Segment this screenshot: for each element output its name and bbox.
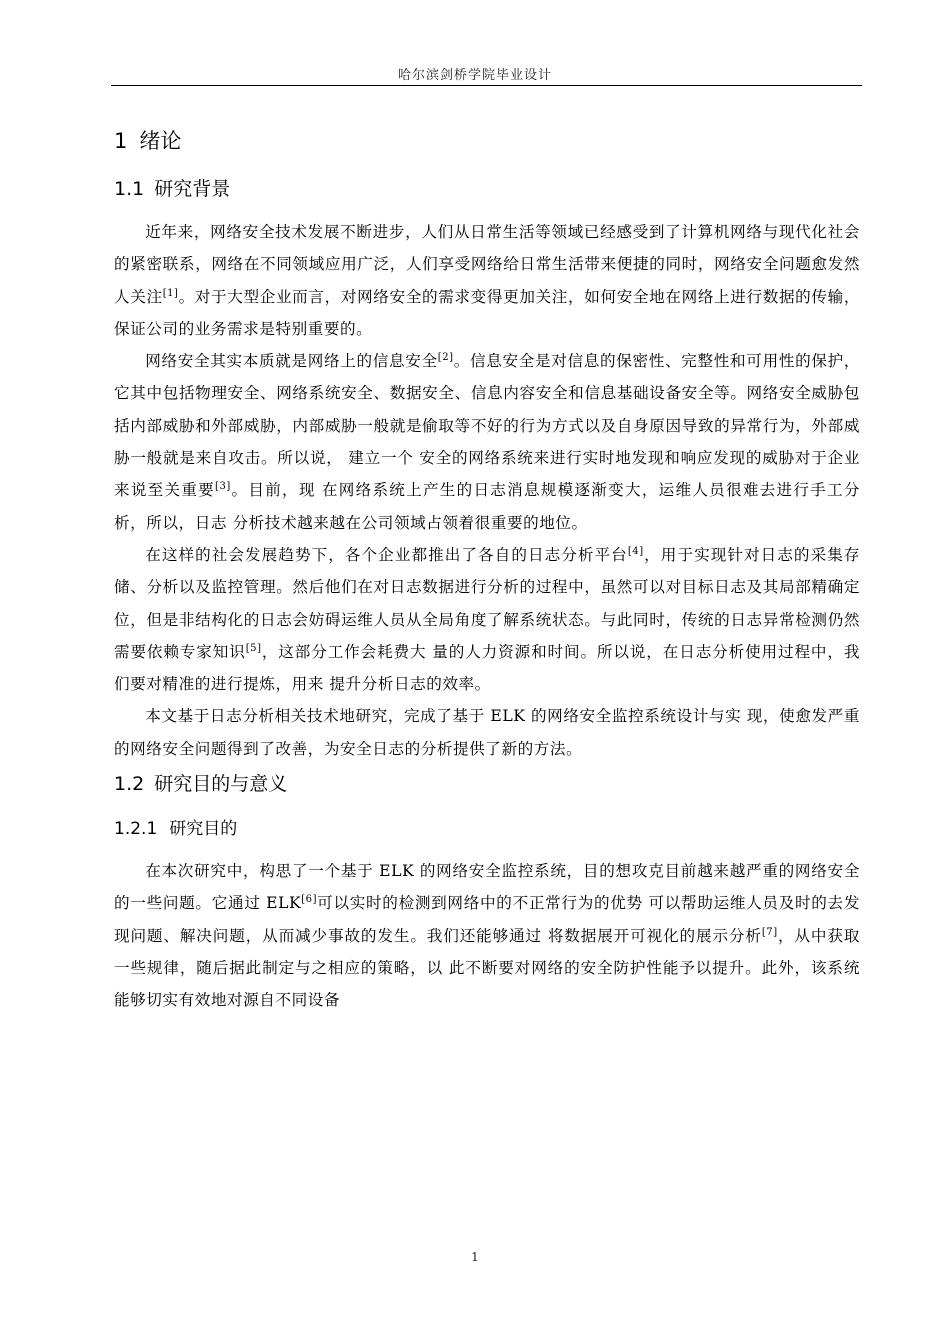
paragraph: 在本次研究中，构思了一个基于 ELK 的网络安全监控系统，目的想攻克目前越来越严重的网络安全的一些问题。它通过 ELK[6]可以实时的检测到网络中的不正常行为的优势 可以帮助运维人员及时的去发现问题、解决问题，从而减少事故的发生。我们还能够通过 将数据展开可视化的展示分析[7]，从中获取一些规律，随后据此制定与之相应的策略，以 此不断要对网络的安全防护性能予以提升。此外，该系统能够切实有效地对源自不同设备 — [114, 862, 860, 1010]
section-title: 研究目的与意义 — [154, 773, 288, 796]
citation-ref: [5] — [245, 642, 262, 654]
paragraph: 近年来，网络安全技术发展不断进步，人们从日常生活等领域已经感受到了计算机网络与现代化社会的紧密联系，网络在不同领域应用广泛，人们享受网络给日常生活带来便捷的同时，网络安全问题愈发然人关注[1]。对于大型企业而言，对网络安全的需求变得更加关注，如何安全地在网络上进行数据的传输，保证公司的业务需求是特别重要的。 — [114, 223, 860, 338]
page-content — [114, 120, 860, 1017]
chapter-heading — [114, 120, 860, 162]
subsection-heading-1-2-1 — [114, 811, 860, 847]
citation-ref: [4] — [627, 545, 644, 557]
section-heading-1-2 — [114, 765, 860, 803]
citation-ref: [6] — [301, 894, 318, 906]
paragraph: 在这样的社会发展趋势下，各个企业都推出了各自的日志分析平台[4]，用于实现针对日志的采集存储、分析以及监控管理。然后他们在对日志数据进行分析的过程中，虽然可以对目标日志及其局部精确定位，但是非结构化的日志会妨碍运维人员从全局角度了解系统状态。与此同时，传统的日志异常检测仍然需要依赖专家知识[5]，这部分工作会耗费大 量的人力资源和时间。所以说，在日志分析使用过程中，我们要对精准的进行提炼，用来 提升分析日志的效率。 — [114, 545, 861, 694]
section-number: 1.2 — [114, 773, 145, 796]
section-number: 1.1 — [114, 178, 145, 200]
subsection-title: 研究目的 — [169, 819, 238, 840]
citation-ref: [2] — [437, 352, 454, 364]
section-title: 研究背景 — [154, 178, 231, 200]
citation-ref: [1] — [162, 287, 179, 299]
header-divider — [111, 85, 862, 86]
section-heading-1-1 — [114, 170, 860, 208]
chapter-title: 绪论 — [139, 129, 182, 153]
page-header: 哈尔滨剑桥学院毕业设计 — [397, 68, 552, 83]
paragraph: 本文基于日志分析相关技术地研究，完成了基于 ELK 的网络安全监控系统设计与实 现，使愈发严重的网络安全问题得到了改善，为安全日志的分析提供了新的方法。 — [114, 707, 860, 758]
citation-ref: [3] — [215, 481, 231, 493]
paragraph: 网络安全其实本质就是网络上的信息安全[2]。信息安全是对信息的保密性、完整性和可用性的保护，它其中包括物理安全、网络系统安全、数据安全、信息内容安全和信息基础设备安全等。网络安全威胁包括内部威胁和外部威胁，内部威胁一般就是偷取等不好的行为方式以及自身原因导致的异常行为，外部威胁一般就是来自攻击。所以说， 建立一个 安全的网络系统来进行实时地发现和响应发现的威胁对于企业来说至关重要[3]。目前，现 在网络系统上产生的日志消息规模逐渐变大，运维人员很难去进行手工分析，所以，日志 分析技术越来越在公司领域占领着很重要的地位。 — [114, 352, 860, 532]
citation-ref: [7] — [761, 926, 778, 938]
subsection-number: 1.2.1 — [114, 819, 158, 840]
chapter-number: 1 — [114, 129, 128, 153]
page-number: 1 — [471, 1250, 479, 1264]
